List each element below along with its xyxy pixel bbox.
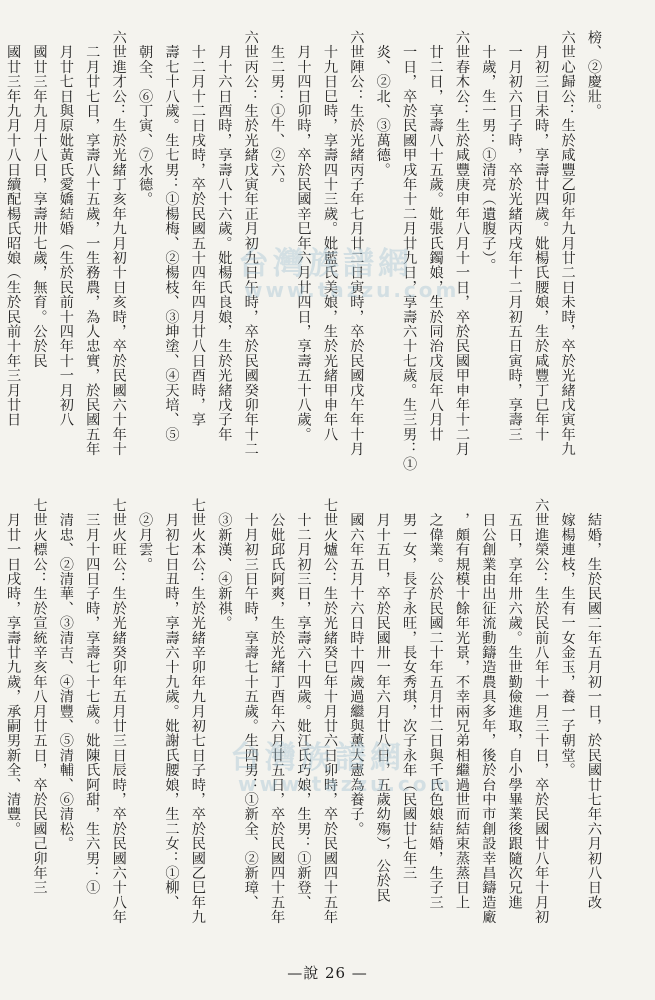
text-column: 生二男：①牛、②六。 [269, 30, 286, 192]
watermark-logo-text: 台灣族譜網 [238, 246, 413, 282]
text-column: 國六年五月十六日時十四歲過繼與薰大憲為養子。 [348, 498, 365, 837]
text-column: 月初七日丑時，享壽六十九歲。妣謝氏腰娘，生二女：①柳、 [163, 498, 180, 910]
text-column: 七世火本公：生於光緒辛卯年九月初七日子時，卒於民國乙巳年九 [189, 498, 206, 925]
text-column: 十二月十二日戌時，卒於民國五十四年四月廿八日酉時，享 [189, 30, 206, 427]
text-column: 六世進榮公：生於民前八年十一月三十日，卒於民國廿八年十月初 [533, 498, 550, 925]
text-column: 六世進才公：生於光緒丁亥年九月初十日亥時，卒於民國六十年十 [110, 30, 127, 457]
text-column: 嫁楊連枝，生有一女金玉，養一子朝堂。 [559, 498, 576, 778]
text-column: 國廿三年九月十八日續配楊氏昭娘（生於民前十年三月廿日 [5, 30, 22, 427]
text-column: 壽七十八歲。生七男：①楊梅、②楊枝、③坤塗、④天培、⑤ [163, 30, 180, 442]
text-column: 二月廿七日，享壽八十五歲，一生務農，為人忠實，於民國五年 [84, 30, 101, 457]
text-column: 月初三日未時，享壽廿四歲。妣楊氏腰娘，生於咸豐丁巳年十 [533, 30, 550, 442]
text-column: 公妣邱氏阿爽，生於光緒丁酉年六月廿五日，卒於民國四十五年 [269, 498, 286, 925]
text-column: 月廿一日戌時，享壽廿九歲，承嗣男新全、清豐。 [5, 498, 22, 837]
text-column: 月十六日酉時，享壽八十六歲。妣楊氏良娘，生於光緒戊子年 [216, 30, 233, 442]
watermark-url: www.tazzu.com [238, 772, 454, 796]
text-column: 男一女，長子永旺，長女秀琪，次子永年（民國廿七年三 [401, 498, 418, 881]
text-column: 十歲，生一男：①清亮（遺腹子）。 [480, 30, 497, 273]
text-column: 七世火爐公：生於光緒癸巳年十月廿六日卯時，卒於民國四十五年 [321, 498, 338, 925]
text-column: 朝全、⑥丁寅、⑦水德。 [137, 30, 154, 207]
text-column: 六世丙公：生於光緒戊寅年正月初九日午時，卒於民國癸卯年十二 [242, 30, 259, 457]
text-column: 日公創業由出征流動鑄造農具多年，後於台中市創設幸昌鑄造廠 [480, 498, 497, 925]
text-column: 三月十四日子時，享壽七十七歲。妣陳氏阿甜，生六男：① [84, 498, 101, 895]
text-column: 月十四日卯時，卒於民國辛巳年六月廿四日，享壽五十八歲。 [295, 30, 312, 442]
text-column: 七世火旺公：生於光緒癸卯年五月廿三日辰時，卒於民國六十八年 [110, 498, 127, 925]
text-column: 十月初三日午時，享壽七十五歲。生四男：①新全、②新璋、 [242, 498, 259, 910]
text-column: 結婚，生於民國二年五月初一日，於民國廿七年六月初八日改 [586, 498, 602, 910]
text-column: ②月雲。 [137, 498, 154, 572]
text-column: 月十五日，卒於民國卅一年六月廿八日，五歲幼殤），公於民 [374, 498, 391, 903]
text-column: ③新漢、④新祺。 [216, 498, 233, 631]
text-column: 月廿七日與原妣黃氏愛嬌結婚（生於民前十四年十一月初八 [57, 30, 74, 427]
text-column: 廿二日，享壽八十五歲。妣張氏鐲娘，生於同治戊辰年八月廿 [427, 30, 444, 442]
text-column: 六世心歸公：生於咸豐乙卯年九月廿二日未時，卒於光緒戊寅年九 [559, 30, 576, 457]
text-column: 榜、②慶壯。 [586, 30, 602, 119]
upper-text-block [5, 30, 607, 482]
text-column: 清忠、②清華、③清吉、④清豐、⑤清輔、⑥清松。 [57, 498, 74, 851]
text-column: 一月初六日子時，卒於光緒丙戌年十二月初五日寅時，享壽三 [506, 30, 523, 442]
watermark-logo-text: 台灣族譜網 [230, 740, 405, 776]
text-column: 六世春木公：生於咸豐庚申年八月十一日，卒於民國甲申年十二月 [453, 30, 470, 457]
text-column: 炎、②北、③萬德。 [374, 30, 391, 177]
text-column: 之偉業。公於民國二十年五月廿二日與千氏色娘結婚，生子三 [427, 498, 444, 910]
text-column: 十九日巳時，享壽四十三歲。妣藍氏美娘，生於光緒甲申年八 [321, 30, 338, 442]
text-column: 五日，享年卅六歲。生世勤儉進取，自小學畢業後跟隨次兄進 [506, 498, 523, 910]
text-column: ，頗有規模十餘年光景，不幸兩兄弟相繼過世而結束蒸蒸日上 [453, 498, 470, 910]
text-column: 六世陣公：生於光緒丙子年七月廿二日寅時，卒於民國戊午年十月 [348, 30, 365, 457]
text-column: 七世火標公：生於宣統辛亥年八月廿五日，卒於民國己卯年三 [31, 498, 48, 895]
text-column: 國廿三年九月十八日，享壽卅七歲，無育。公於民 [31, 30, 48, 369]
page-number: —說 26 — [287, 964, 368, 982]
lower-text-block [5, 498, 607, 950]
text-column: 十二月初三日，享壽六十四歲。妣江氏巧娘，生男：①新登、 [295, 498, 312, 910]
watermark-url: www.tazzu.com [244, 278, 460, 302]
text-column: 一日，卒於民國甲戌年十二月廿九日，享壽六十七歲。生三男：① [401, 30, 418, 471]
